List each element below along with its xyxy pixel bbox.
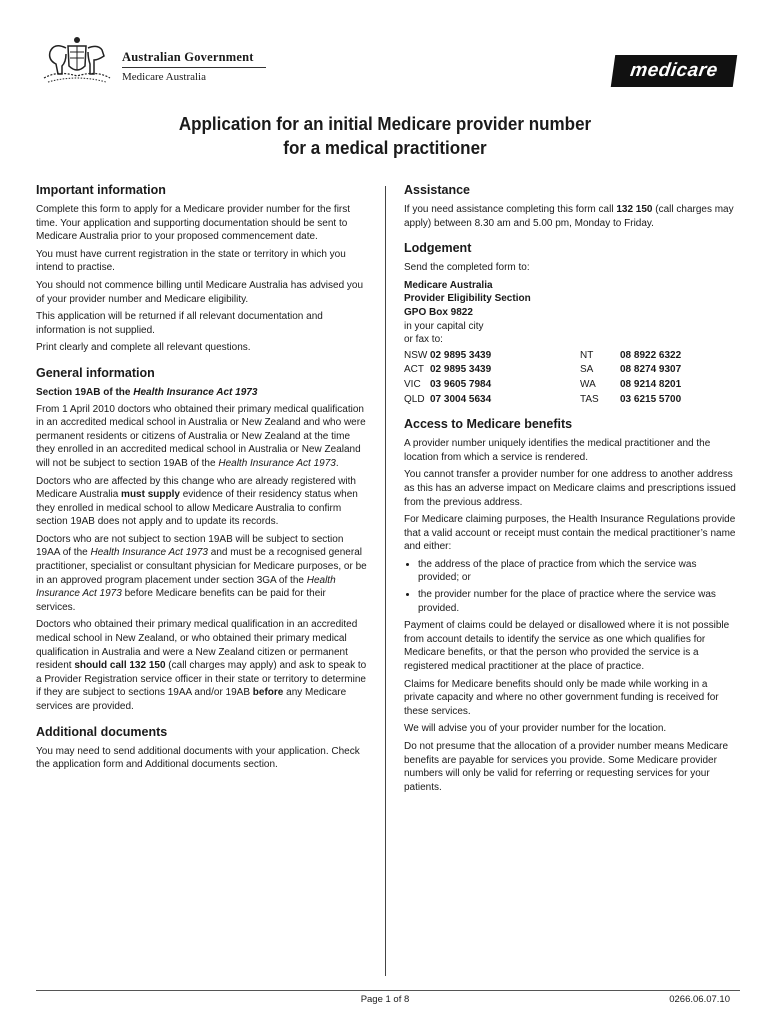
text: If you need assistance completing this form call bbox=[404, 204, 617, 215]
text: before Medicare benefits can be paid for their services. bbox=[36, 588, 326, 613]
text: From 1 April 2010 doctors who obtained their primary medical qualification in an accredited medical school in Australia or New Zealand and who were permanent residents or citizens of Australia or New Zealand at the time they enrolled in an accredited medical school in Australia or New Zealand will not be subject to section 19AB of the bbox=[36, 403, 366, 469]
fax-number: 08 8274 9307 bbox=[620, 364, 682, 376]
title-line-1: Application for an initial Medicare provider number bbox=[178, 113, 592, 134]
paragraph: Print clearly and complete all relevant questions. bbox=[36, 342, 251, 354]
paragraph bbox=[404, 203, 738, 230]
column-divider bbox=[385, 186, 386, 976]
text: Doctors who obtained their primary medical qualification in an accredited medical school in New Zealand, or who obtained their primary medical qualification in Australia and were a New Zealand citizen or permanent resident bbox=[36, 619, 358, 672]
text: any Medicare services are provided. bbox=[36, 687, 347, 712]
medicare-logo-text: medicare bbox=[628, 60, 720, 81]
additional-documents-heading: Additional documents bbox=[36, 724, 168, 739]
fax-state: WA bbox=[580, 378, 596, 390]
left-column bbox=[36, 182, 368, 782]
act-name: Health Insurance Act 1973 bbox=[90, 547, 208, 559]
assistance-section bbox=[404, 182, 738, 230]
medicare-logo bbox=[611, 55, 737, 87]
lodgement-heading: Lodgement bbox=[404, 241, 472, 256]
paragraph: You cannot transfer a provider number for one address to another address as this has an adverse impact on Medicare claims and prescriptions issued from the previous address. bbox=[404, 469, 736, 508]
postal-address bbox=[404, 279, 738, 347]
general-information-heading: General information bbox=[36, 365, 155, 380]
general-information-section bbox=[36, 365, 368, 714]
coat-of-arms-icon bbox=[38, 34, 116, 86]
access-to-medicare-benefits-section bbox=[404, 416, 738, 794]
fax-number: 03 6215 5700 bbox=[620, 393, 682, 405]
fax-number: 02 9895 3439 bbox=[430, 349, 492, 361]
paragraph: Do not presume that the allocation of a provider number means Medicare benefits are payable for services you provide. Some Medicare provider numbers will only be valid for referring or requesting services for your patients. bbox=[404, 741, 729, 793]
access-heading: Access to Medicare benefits bbox=[404, 417, 573, 432]
paragraph: A provider number uniquely identifies the medical practitioner and the location from which a service is rendered. bbox=[404, 438, 711, 463]
lodgement-section bbox=[404, 240, 738, 406]
text: and must be a recognised general practitioner, specialist or consultant physician for Medicare purposes, or be in an approved program placement under section 3GA of the bbox=[36, 547, 367, 586]
department-name: Medicare Australia bbox=[122, 71, 206, 83]
paragraph: For Medicare claiming purposes, the Health Insurance Regulations provide that a valid account or receipt must contain the medical practitioner’s name and either: bbox=[404, 514, 736, 553]
paragraph: Complete this form to apply for a Medicare provider number for the first time. Your application and supporting documentation should be sent to Medicare Australia prior to your proposed commencement date. bbox=[36, 204, 351, 243]
page-title bbox=[31, 112, 739, 160]
paragraph bbox=[36, 618, 368, 713]
fax-number: 02 9895 3439 bbox=[430, 364, 492, 376]
government-name: Australian Government bbox=[122, 50, 254, 64]
fax-intro: or fax to: bbox=[404, 334, 443, 346]
paragraph bbox=[36, 475, 368, 529]
page-number: Page 1 of 8 bbox=[360, 994, 410, 1005]
form-code: 0266.06.07.10 bbox=[669, 994, 730, 1005]
emphasis: before bbox=[252, 687, 284, 699]
bullet-list bbox=[404, 558, 738, 615]
paragraph: We will advise you of your provider number for the location. bbox=[404, 723, 667, 735]
assistance-heading: Assistance bbox=[404, 183, 471, 197]
fax-state: TAS bbox=[580, 393, 599, 405]
address-line: Provider Eligibility Section bbox=[404, 293, 531, 305]
right-column bbox=[404, 182, 738, 804]
important-information-section bbox=[36, 182, 368, 355]
text: evidence of their residency status when they enrolled in medical school to allow Medicare Australia to confirm section 19AB does not apply and to update its records. bbox=[36, 489, 358, 528]
text: (call charges may apply) between 8.30 am and 5.00 pm, Monday to Friday. bbox=[404, 204, 734, 229]
footer-rule bbox=[36, 990, 740, 991]
fax-state: SA bbox=[580, 364, 594, 376]
fax-number: 07 3004 5634 bbox=[430, 393, 492, 405]
text: (call charges may apply) and ask to speak to a Provider Registration service officer in their state or territory to determine if they are subject to sections 19AA and/or 19AB bbox=[36, 660, 367, 699]
important-information-heading: Important information bbox=[36, 183, 166, 197]
paragraph: You may need to send additional documents with your application. Check the application form and Additional documents section. bbox=[36, 745, 360, 771]
address-line: Medicare Australia bbox=[404, 279, 493, 291]
header-rule bbox=[122, 67, 266, 68]
phone-number: 132 150 bbox=[616, 204, 653, 215]
text: Doctors who are not subject to section 19AB will be subject to section 19AA of the bbox=[36, 533, 344, 559]
fax-state: NSW bbox=[404, 349, 428, 361]
additional-documents-section bbox=[36, 724, 368, 772]
fax-state: VIC bbox=[404, 378, 421, 390]
act-name: Health Insurance Act 1973 bbox=[133, 386, 258, 398]
text: Doctors who are affected by this change who are already registered with Medicare Australia bbox=[36, 475, 356, 501]
fax-number: 03 9605 7984 bbox=[430, 378, 492, 390]
emphasis: should call 132 150 bbox=[74, 660, 166, 672]
fax-state: ACT bbox=[404, 364, 424, 376]
address-line: GPO Box 9822 bbox=[404, 306, 473, 318]
fax-numbers-table bbox=[404, 349, 738, 406]
section-19ab-subheading bbox=[36, 386, 368, 400]
paragraph bbox=[36, 403, 368, 471]
page-header bbox=[38, 34, 738, 94]
fax-state: NT bbox=[580, 349, 594, 361]
list-item: • the provider number for the place of practice where the service was provided. bbox=[418, 588, 738, 615]
paragraph: This application will be returned if all relevant documentation and information is not supplied. bbox=[36, 311, 323, 336]
address-line: in your capital city bbox=[404, 320, 484, 332]
act-name: Health Insurance Act 1973 bbox=[36, 574, 336, 600]
paragraph: You should not commence billing until Medicare Australia has advised you of your provider number and Medicare eligibility. bbox=[36, 279, 364, 305]
fax-number: 08 9214 8201 bbox=[620, 378, 682, 390]
fax-number: 08 8922 6322 bbox=[620, 349, 682, 361]
act-name: Health Insurance Act 1973 bbox=[218, 457, 336, 469]
text: . bbox=[335, 457, 339, 469]
title-line-2: for a medical practitioner bbox=[283, 137, 487, 158]
paragraph: You must have current registration in the state or territory in which you intend to practise. bbox=[36, 248, 346, 274]
paragraph bbox=[36, 533, 368, 615]
emphasis: must supply bbox=[121, 489, 180, 501]
subheading-text: Section 19AB of the bbox=[36, 386, 134, 398]
paragraph: Claims for Medicare benefits should only be made while working in a private capacity and where no other government funding is received for these services. bbox=[404, 678, 719, 717]
paragraph: Send the completed form to: bbox=[404, 262, 530, 274]
fax-state: QLD bbox=[404, 393, 425, 405]
list-item: • the address of the place of practice from which the service was provided; or bbox=[418, 558, 738, 585]
paragraph: Payment of claims could be delayed or disallowed where it is not possible from account details to identify the service as one which qualifies for Medicare benefits, or that the person who provided the service is a registered medical practitioner at the place of practice. bbox=[404, 620, 730, 673]
